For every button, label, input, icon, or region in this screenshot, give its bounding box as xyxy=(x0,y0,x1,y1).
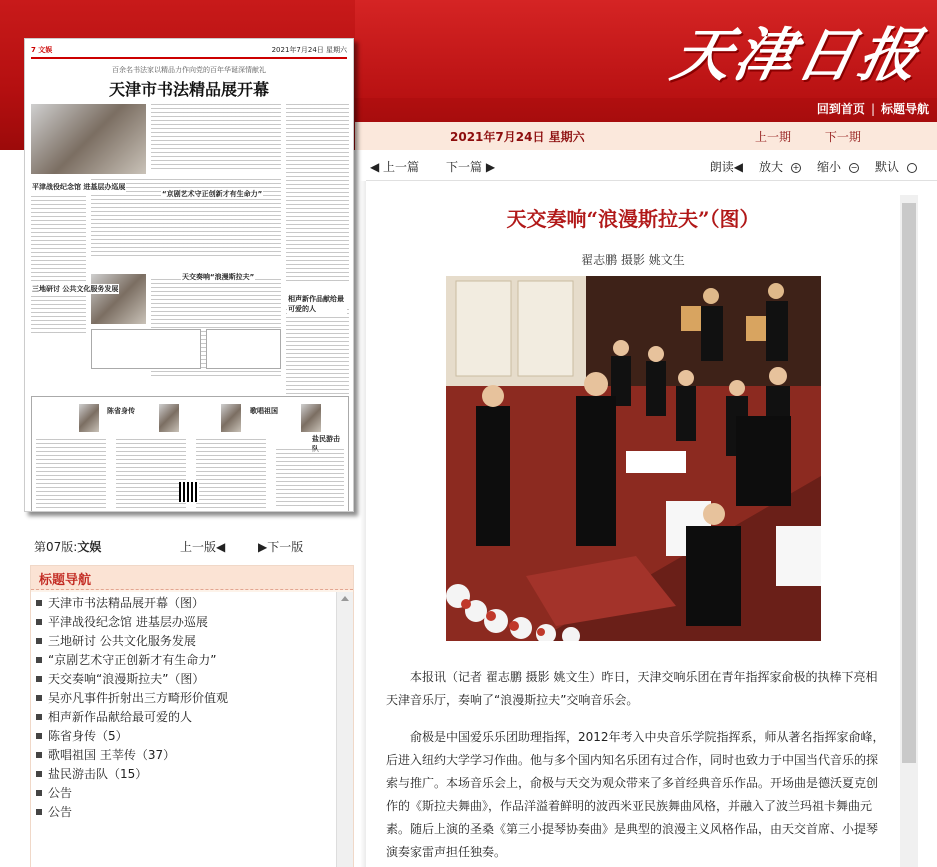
bullet-icon xyxy=(36,600,42,606)
toc-title: 标题导航 xyxy=(31,566,353,590)
zoom-out-button[interactable] xyxy=(809,160,859,174)
toc-item[interactable] xyxy=(31,803,337,822)
toc-item-label: 相声新作品献给最可爱的人 xyxy=(48,710,193,724)
toc-item-label: 盐民游击队（15） xyxy=(48,767,148,781)
scroll-up-icon[interactable] xyxy=(341,596,349,601)
toc-item[interactable] xyxy=(31,689,337,708)
toc-item-label: 天交奏响“浪漫斯拉夫”（图） xyxy=(48,672,205,686)
thumbnail-headline[interactable]: 天津市书法精品展开幕 xyxy=(108,80,269,99)
article-toolbar xyxy=(366,156,937,178)
toc-item-label: 天津市书法精品展开幕（图） xyxy=(48,596,205,610)
zoom-in-button[interactable] xyxy=(751,160,801,174)
thumbnail-text-col xyxy=(36,439,106,509)
zoom-out-label: 缩小 xyxy=(816,160,841,174)
read-aloud-button[interactable]: 朗读◀ xyxy=(709,160,743,174)
headline-nav-link[interactable]: 标题导航 xyxy=(880,102,929,116)
toc-item-label: “京剧艺术守正创新才有生命力” xyxy=(48,653,217,667)
frame-shadow xyxy=(360,181,366,867)
concert-photo xyxy=(446,276,821,641)
thumbnail-subtitle: 百余名书法家以精品力作向党的百年华诞深情献礼 xyxy=(112,66,266,74)
toc-item[interactable] xyxy=(31,746,337,765)
issue-date: 2021年7月24日 星期六 xyxy=(450,130,585,144)
default-size-button[interactable] xyxy=(867,160,917,174)
bullet-icon xyxy=(36,771,42,777)
bullet-icon xyxy=(36,714,42,720)
bullet-icon xyxy=(36,809,42,815)
thumbnail-photo xyxy=(159,404,179,432)
thumbnail-text-col xyxy=(276,449,344,509)
thumbnail-snippet: 盐民游击 xyxy=(311,434,347,454)
thumbnail-text-col xyxy=(116,439,186,509)
toc-item-label: 公告 xyxy=(48,805,73,819)
thumbnail-text-col xyxy=(286,104,349,284)
next-article-link[interactable]: 下一篇 ▶ xyxy=(446,160,496,174)
default-size-label: 默认 xyxy=(874,160,899,174)
thumbnail-text-col xyxy=(196,439,266,509)
thumbnail-snippet: “京剧艺术守正创新才有生命力” xyxy=(162,190,263,198)
thumbnail-photo xyxy=(91,274,146,324)
toc-item-label: 吴亦凡事件折射出三方畸形价值观 xyxy=(48,691,229,705)
thumbnail-box xyxy=(206,329,281,369)
next-issue-link[interactable]: 下一期 xyxy=(824,130,861,144)
plus-icon: + xyxy=(792,162,800,172)
article-byline: 翟志鹏 摄影 姚文生 xyxy=(581,253,685,267)
thumbnail-header xyxy=(31,45,347,59)
bullet-icon xyxy=(36,733,42,739)
thumbnail-box xyxy=(91,329,201,369)
toc-item-label: 三地研讨 公共文化服务发展 xyxy=(48,634,196,648)
toc-item[interactable] xyxy=(31,708,337,727)
thumbnail-text-col xyxy=(151,104,281,172)
scrollbar-thumb[interactable] xyxy=(902,203,916,763)
thumbnail-snippet: 歌唱祖国 xyxy=(250,407,278,415)
toc-item[interactable] xyxy=(31,765,337,784)
orchestra-illustration xyxy=(446,276,821,641)
toc-item[interactable] xyxy=(31,632,337,651)
bullet-icon xyxy=(36,752,42,758)
thumbnail-date: 2021年7月24日 星期六 xyxy=(271,46,347,54)
minus-icon: − xyxy=(850,162,858,172)
bullet-icon xyxy=(36,695,42,701)
reading-tools xyxy=(702,158,917,175)
article-scrollbar[interactable] xyxy=(900,195,918,867)
bullet-icon xyxy=(36,676,42,682)
article-paragraph: 俞极是中国爱乐乐团助理指挥，2012年考入中央音乐学院指挥系，师从著名指挥家俞峰，后进入纽约大学学习作曲。他与多个国内知名乐团有过合作，同时也致力于中国当代音乐的探索与推广。本场音乐会上，俞极与天交为观众带来了多首经典音乐作品。开场曲是德沃夏克创作的《斯拉夫舞曲》，作品洋溢着鲜明的波西米亚民族舞曲风格，并融入了波兰玛祖卡舞曲元素。随后上演的圣桑《第三小提琴协奏曲》是典型的浪漫主义风格作品，由天交首席、小提琴演奏家雷声担任独奏。 xyxy=(386,730,885,859)
page-section: 文娱 xyxy=(77,540,102,554)
toc-scrollbar[interactable] xyxy=(336,592,353,867)
prev-issue-link[interactable]: 上一期 xyxy=(755,130,792,144)
circle-icon xyxy=(907,163,917,173)
home-link[interactable]: 回到首页 xyxy=(816,102,865,116)
thumbnail-snippet: 天交奏响“浪漫斯拉夫” xyxy=(182,273,255,281)
article-paragraph: 本报讯（记者 翟志鹏 摄影 姚文生）昨日，天津交响乐团在青年指挥家俞极的执棒下亮相天津音乐厅，奏响了“浪漫斯拉夫”交响音乐会。 xyxy=(386,670,878,707)
bullet-icon xyxy=(36,638,42,644)
page-number: 第07版: xyxy=(34,540,78,554)
toc-list xyxy=(31,592,337,867)
bullet-icon xyxy=(36,657,42,663)
toc-item[interactable] xyxy=(31,727,337,746)
toc-item-label: 公告 xyxy=(48,786,73,800)
thumbnail-page-label: 7 文娱 xyxy=(31,46,53,54)
thumbnail-photo xyxy=(301,404,321,432)
page-thumbnail[interactable] xyxy=(24,38,354,512)
toc-item[interactable] xyxy=(31,594,337,613)
thumbnail-snippet: 三地研讨 公共文化服务发展 xyxy=(32,285,119,293)
thumbnail-snippet: 相声新作品献给最可爱的人 xyxy=(287,294,347,314)
issue-nav xyxy=(755,128,891,145)
qr-code-icon xyxy=(179,482,199,502)
thumbnail-snippet: 平津战役纪念馆 进基层办巡展 xyxy=(32,183,126,191)
bullet-icon xyxy=(36,790,42,796)
thumbnail-photo xyxy=(221,404,241,432)
bullet-icon xyxy=(36,619,42,625)
nav-separator: | xyxy=(870,102,875,116)
thumbnail-photo xyxy=(79,404,99,432)
toc-item[interactable] xyxy=(31,651,337,670)
toc-item-label: 平津战役纪念馆 进基层办巡展 xyxy=(48,615,208,629)
next-page-link[interactable]: ▶下一版 xyxy=(258,540,304,554)
toc-item-label: 陈省身传（5） xyxy=(48,729,128,743)
thumbnail-text-col xyxy=(286,309,349,409)
thumbnail-text-col xyxy=(31,196,86,336)
article-title: 天交奏响“浪漫斯拉夫”（图） xyxy=(506,207,760,231)
toc-item-label: 歌唱祖国 王莘传（37） xyxy=(48,748,176,762)
thumbnail-photo xyxy=(31,104,146,174)
page-navigation xyxy=(34,538,344,556)
zoom-in-label: 放大 xyxy=(758,160,783,174)
top-nav xyxy=(817,100,929,120)
toc-item[interactable] xyxy=(31,670,337,689)
logo[interactable]: 天津日报 xyxy=(666,21,929,89)
toc-item[interactable] xyxy=(31,613,337,632)
page-label xyxy=(34,538,101,555)
headline-navigation xyxy=(30,565,354,867)
thumbnail-body xyxy=(31,104,347,504)
prev-article-link[interactable]: ◀ 上一篇 xyxy=(370,160,420,174)
thumbnail-snippet: 陈省身传 xyxy=(107,407,135,415)
date-bar xyxy=(355,122,937,150)
prev-page-link[interactable]: 上一版◀ xyxy=(180,540,226,554)
toc-item[interactable] xyxy=(31,784,337,803)
